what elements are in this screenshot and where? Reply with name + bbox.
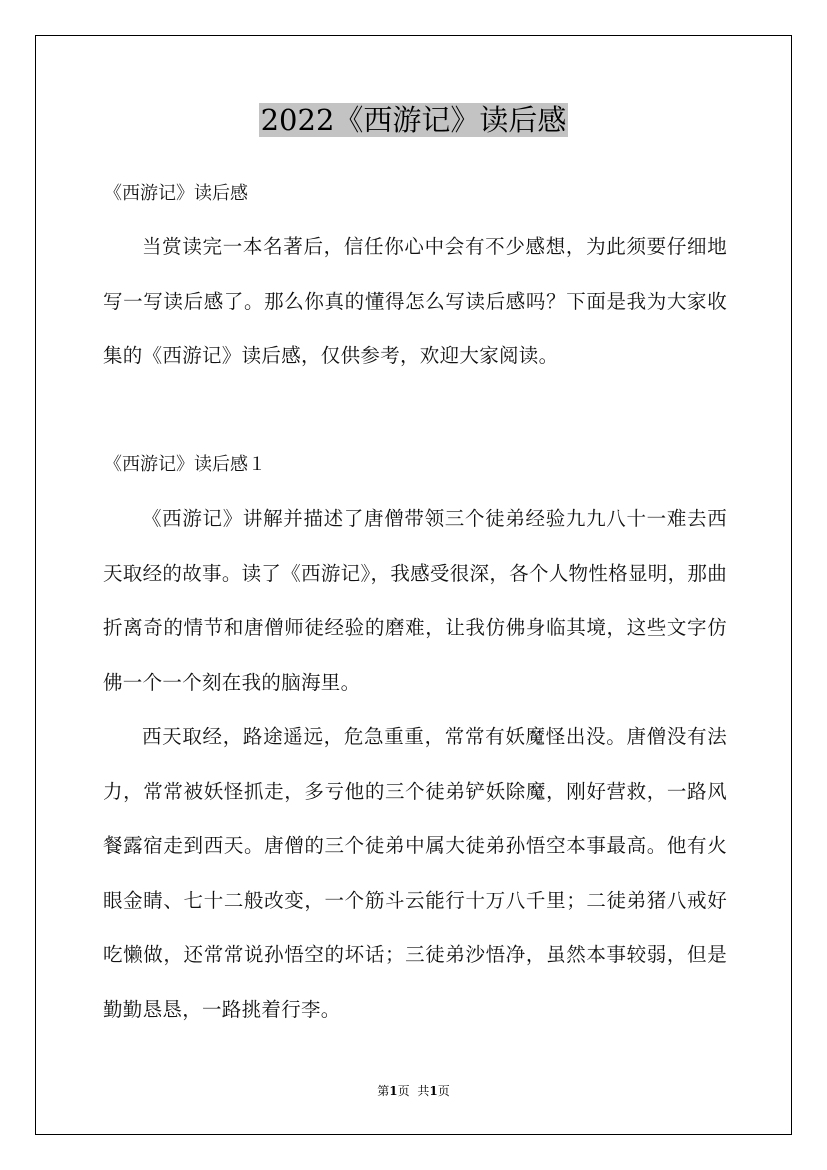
intro-paragraph: 当赏读完一本名著后，信任你心中会有不少感想，为此须要仔细地写一写读后感了。那么你真的懂得怎么写读后感吗？下面是我为大家收集的《西游记》读后感，仅供参考，欢迎大家阅读。 — [103, 235, 727, 367]
footer-total-prefix: 共 — [417, 1084, 430, 1098]
footer-page-prefix: 第 — [377, 1084, 390, 1098]
section1-paragraph-1: 《西游记》讲解并描述了唐僧带领三个徒弟经验九九八十一难去西天取经的故事。读了《西游记》，我感受很深，各个人物性格显明，那曲折离奇的情节和唐僧师徒经验的磨难，让我仿佛身临其境，这些文字仿佛一个一个刻在我的脑海里。 — [103, 507, 727, 694]
footer-total-pages: 1 — [429, 1084, 438, 1098]
footer-page-suffix: 页 — [397, 1084, 410, 1098]
document-title-text: 2022《西游记》读后感 — [260, 103, 567, 137]
page-footer — [0, 1082, 827, 1100]
document-title — [0, 98, 827, 142]
footer-total-suffix: 页 — [437, 1084, 450, 1098]
intro-heading: 《西游记》读后感 — [104, 183, 248, 204]
footer-page-number: 1 — [389, 1084, 398, 1098]
section1-paragraph-2: 西天取经，路途遥远，危急重重，常常有妖魔怪出没。唐僧没有法力，常常被妖怪抓走，多亏他的三个徒弟铲妖除魔，刚好营救，一路风餐露宿走到西天。唐僧的三个徒弟中属大徒弟孙悟空本事最高。他有火眼金睛、七十二般改变，一个筋斗云能行十万八千里；二徒弟猪八戒好吃懒做，还常常说孙悟空的坏话；三徒弟沙悟净，虽然本事较弱，但是勤勤恳恳，一路挑着行李。 — [103, 725, 727, 1021]
section1-heading: 《西游记》读后感１ — [104, 454, 266, 475]
